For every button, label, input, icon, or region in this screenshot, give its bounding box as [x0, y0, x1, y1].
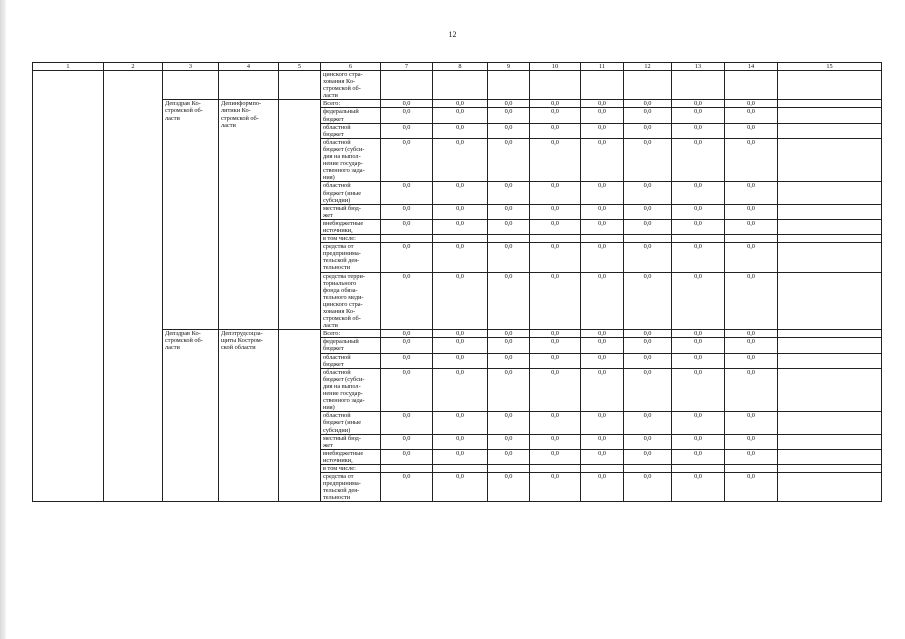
funding-source-cell: средства терри- ториального фонда обяза- тельного меди- цинского стра- хования Ко- стромской об- ласти	[321, 272, 381, 330]
col15-cell	[778, 204, 882, 219]
col15-cell	[778, 412, 882, 434]
amount-cell: 0,0	[530, 182, 581, 204]
funding-source-cell: федеральный бюджет	[321, 108, 381, 123]
amount-cell: 0,0	[581, 204, 624, 219]
amount-cell	[624, 71, 672, 100]
amount-cell	[530, 71, 581, 100]
amount-cell: 0,0	[381, 138, 433, 182]
amount-cell: 0,0	[725, 353, 778, 368]
amount-cell: 0,0	[624, 353, 672, 368]
amount-cell: 0,0	[433, 138, 488, 182]
amount-cell: 0,0	[488, 434, 530, 449]
funding-source-cell: Всего:	[321, 330, 381, 338]
col5-cell	[279, 330, 321, 502]
amount-cell: 0,0	[488, 338, 530, 353]
column-header: 11	[581, 63, 624, 71]
amount-cell: 0,0	[725, 108, 778, 123]
table-row	[33, 71, 882, 100]
amount-cell: 0,0	[381, 353, 433, 368]
amount-cell: 0,0	[433, 434, 488, 449]
amount-cell: 0,0	[581, 243, 624, 272]
amount-cell: 0,0	[530, 204, 581, 219]
amount-cell: 0,0	[624, 100, 672, 108]
amount-cell: 0,0	[581, 182, 624, 204]
amount-cell: 0,0	[725, 338, 778, 353]
amount-cell: 0,0	[433, 123, 488, 138]
amount-cell: 0,0	[624, 243, 672, 272]
col1-cell	[33, 71, 104, 502]
col5-cell	[279, 100, 321, 330]
amount-cell: 0,0	[672, 368, 725, 412]
column-header: 15	[778, 63, 882, 71]
amount-cell: 0,0	[581, 100, 624, 108]
amount-cell: 0,0	[581, 123, 624, 138]
amount-cell: 0,0	[530, 434, 581, 449]
amount-cell: 0,0	[488, 272, 530, 330]
amount-cell: 0,0	[488, 219, 530, 234]
amount-cell: 0,0	[488, 204, 530, 219]
responsible-executor-cell: Депздрав Ко- стромской об- ласти	[163, 100, 219, 330]
amount-cell: 0,0	[530, 449, 581, 464]
amount-cell: 0,0	[624, 123, 672, 138]
amount-cell: 0,0	[581, 108, 624, 123]
amount-cell: 0,0	[581, 412, 624, 434]
amount-cell: 0,0	[725, 434, 778, 449]
col15-cell	[778, 123, 882, 138]
amount-cell: 0,0	[381, 473, 433, 502]
amount-cell	[530, 235, 581, 243]
amount-cell: 0,0	[581, 434, 624, 449]
amount-cell	[488, 464, 530, 472]
amount-cell: 0,0	[581, 473, 624, 502]
amount-cell: 0,0	[488, 138, 530, 182]
amount-cell: 0,0	[624, 434, 672, 449]
column-header: 2	[104, 63, 163, 71]
amount-cell: 0,0	[381, 243, 433, 272]
column-header: 10	[530, 63, 581, 71]
amount-cell: 0,0	[488, 412, 530, 434]
amount-cell	[381, 464, 433, 472]
col15-cell	[778, 434, 882, 449]
amount-cell: 0,0	[433, 368, 488, 412]
col15-cell	[778, 219, 882, 234]
funding-source-cell: в том числе:	[321, 464, 381, 472]
funding-source-cell: областной бюджет	[321, 353, 381, 368]
responsible-executor-cell	[163, 71, 219, 100]
funding-source-cell: внебюджетные источники,	[321, 219, 381, 234]
amount-cell: 0,0	[725, 272, 778, 330]
co-executor-cell: Депинформпо- литики Ко- стромской об- ласти	[219, 100, 279, 330]
col15-cell	[778, 368, 882, 412]
amount-cell: 0,0	[488, 330, 530, 338]
funding-source-cell: средства от предпринима- тельской дея- тельности	[321, 473, 381, 502]
amount-cell: 0,0	[581, 338, 624, 353]
column-header: 7	[381, 63, 433, 71]
amount-cell: 0,0	[725, 138, 778, 182]
amount-cell	[624, 235, 672, 243]
col15-cell	[778, 449, 882, 464]
amount-cell: 0,0	[381, 182, 433, 204]
column-number-header	[33, 63, 882, 71]
amount-cell: 0,0	[725, 182, 778, 204]
amount-cell	[530, 464, 581, 472]
page-number: 12	[448, 30, 457, 39]
amount-cell: 0,0	[672, 434, 725, 449]
col15-cell	[778, 330, 882, 338]
amount-cell: 0,0	[725, 473, 778, 502]
amount-cell: 0,0	[624, 449, 672, 464]
col15-cell	[778, 182, 882, 204]
amount-cell: 0,0	[381, 368, 433, 412]
amount-cell: 0,0	[530, 138, 581, 182]
amount-cell: 0,0	[624, 272, 672, 330]
funding-source-cell: в том числе:	[321, 235, 381, 243]
funding-source-cell: цинского стра- хования Ко- стромской об- ласти	[321, 71, 381, 100]
amount-cell	[581, 464, 624, 472]
amount-cell: 0,0	[672, 219, 725, 234]
amount-cell: 0,0	[725, 204, 778, 219]
amount-cell	[725, 235, 778, 243]
amount-cell: 0,0	[530, 123, 581, 138]
amount-cell: 0,0	[672, 473, 725, 502]
amount-cell: 0,0	[433, 272, 488, 330]
amount-cell: 0,0	[581, 330, 624, 338]
amount-cell: 0,0	[488, 108, 530, 123]
amount-cell	[672, 464, 725, 472]
funding-source-cell: областной бюджет (субси- дия на выпол- нение государ- ственного зада- ния)	[321, 138, 381, 182]
amount-cell	[488, 235, 530, 243]
amount-cell: 0,0	[581, 368, 624, 412]
funding-source-cell: средства от предпринима- тельской дея- тельности	[321, 243, 381, 272]
amount-cell: 0,0	[725, 100, 778, 108]
col15-cell	[778, 353, 882, 368]
amount-cell: 0,0	[530, 412, 581, 434]
amount-cell: 0,0	[381, 449, 433, 464]
column-header: 12	[624, 63, 672, 71]
amount-cell	[433, 71, 488, 100]
amount-cell: 0,0	[381, 100, 433, 108]
amount-cell	[488, 71, 530, 100]
funding-source-cell: федеральный бюджет	[321, 338, 381, 353]
column-header: 13	[672, 63, 725, 71]
amount-cell: 0,0	[433, 473, 488, 502]
amount-cell: 0,0	[381, 434, 433, 449]
col15-cell	[778, 108, 882, 123]
amount-cell: 0,0	[488, 473, 530, 502]
amount-cell: 0,0	[433, 449, 488, 464]
amount-cell: 0,0	[725, 330, 778, 338]
column-header: 4	[219, 63, 279, 71]
amount-cell: 0,0	[624, 108, 672, 123]
amount-cell	[624, 464, 672, 472]
table-body	[33, 71, 882, 502]
amount-cell: 0,0	[530, 353, 581, 368]
amount-cell	[725, 464, 778, 472]
column-header: 8	[433, 63, 488, 71]
amount-cell: 0,0	[381, 272, 433, 330]
col15-cell	[778, 338, 882, 353]
amount-cell: 0,0	[672, 123, 725, 138]
col15-cell	[778, 138, 882, 182]
co-executor-cell	[219, 71, 279, 100]
amount-cell	[672, 71, 725, 100]
amount-cell: 0,0	[433, 219, 488, 234]
amount-cell: 0,0	[672, 338, 725, 353]
amount-cell	[381, 71, 433, 100]
amount-cell: 0,0	[672, 138, 725, 182]
amount-cell: 0,0	[530, 330, 581, 338]
col2-cell	[104, 71, 163, 502]
amount-cell: 0,0	[725, 123, 778, 138]
amount-cell: 0,0	[725, 412, 778, 434]
amount-cell: 0,0	[624, 204, 672, 219]
amount-cell: 0,0	[381, 338, 433, 353]
amount-cell	[381, 235, 433, 243]
amount-cell: 0,0	[488, 123, 530, 138]
column-header: 14	[725, 63, 778, 71]
amount-cell: 0,0	[624, 368, 672, 412]
amount-cell	[433, 464, 488, 472]
amount-cell: 0,0	[530, 243, 581, 272]
amount-cell: 0,0	[530, 368, 581, 412]
amount-cell: 0,0	[672, 330, 725, 338]
amount-cell: 0,0	[488, 353, 530, 368]
amount-cell: 0,0	[433, 182, 488, 204]
amount-cell	[725, 71, 778, 100]
co-executor-cell: Депзтрудсоцза- щиты Костром- ской области	[219, 330, 279, 502]
funding-source-cell: областной бюджет (субси- дия на выпол- нение государ- ственного зада- ния)	[321, 368, 381, 412]
amount-cell: 0,0	[381, 204, 433, 219]
column-header: 9	[488, 63, 530, 71]
col5-cell	[279, 71, 321, 100]
amount-cell: 0,0	[581, 353, 624, 368]
amount-cell: 0,0	[581, 272, 624, 330]
amount-cell: 0,0	[381, 219, 433, 234]
amount-cell	[581, 235, 624, 243]
amount-cell: 0,0	[672, 182, 725, 204]
amount-cell: 0,0	[488, 182, 530, 204]
amount-cell: 0,0	[672, 449, 725, 464]
amount-cell: 0,0	[433, 330, 488, 338]
amount-cell: 0,0	[433, 204, 488, 219]
amount-cell: 0,0	[624, 412, 672, 434]
amount-cell: 0,0	[530, 108, 581, 123]
amount-cell: 0,0	[488, 368, 530, 412]
col15-cell	[778, 464, 882, 472]
amount-cell	[672, 235, 725, 243]
amount-cell: 0,0	[672, 412, 725, 434]
funding-source-cell: Всего:	[321, 100, 381, 108]
col15-cell	[778, 235, 882, 243]
amount-cell: 0,0	[672, 204, 725, 219]
amount-cell: 0,0	[381, 108, 433, 123]
funding-source-cell: внебюджетные источники,	[321, 449, 381, 464]
amount-cell: 0,0	[624, 338, 672, 353]
amount-cell: 0,0	[624, 138, 672, 182]
amount-cell: 0,0	[672, 108, 725, 123]
amount-cell: 0,0	[433, 338, 488, 353]
funding-source-cell: местный бюд- жет	[321, 434, 381, 449]
column-header: 3	[163, 63, 219, 71]
amount-cell: 0,0	[488, 243, 530, 272]
amount-cell: 0,0	[624, 219, 672, 234]
amount-cell: 0,0	[672, 353, 725, 368]
col15-cell	[778, 71, 882, 100]
column-header: 5	[279, 63, 321, 71]
responsible-executor-cell: Депздрав Ко- стромской об- ласти	[163, 330, 219, 502]
amount-cell	[433, 235, 488, 243]
amount-cell: 0,0	[381, 123, 433, 138]
amount-cell: 0,0	[725, 449, 778, 464]
amount-cell: 0,0	[433, 353, 488, 368]
amount-cell: 0,0	[433, 243, 488, 272]
amount-cell: 0,0	[581, 219, 624, 234]
amount-cell: 0,0	[624, 473, 672, 502]
amount-cell: 0,0	[672, 272, 725, 330]
col15-cell	[778, 272, 882, 330]
budget-table	[32, 62, 882, 502]
col15-cell	[778, 243, 882, 272]
amount-cell: 0,0	[530, 219, 581, 234]
scan-edge-shadow	[0, 0, 6, 639]
amount-cell: 0,0	[672, 100, 725, 108]
amount-cell: 0,0	[381, 412, 433, 434]
funding-source-cell: областной бюджет (иные субсидии)	[321, 182, 381, 204]
amount-cell: 0,0	[725, 368, 778, 412]
amount-cell: 0,0	[433, 412, 488, 434]
amount-cell: 0,0	[433, 100, 488, 108]
column-header: 6	[321, 63, 381, 71]
amount-cell: 0,0	[488, 449, 530, 464]
amount-cell	[581, 71, 624, 100]
amount-cell: 0,0	[624, 182, 672, 204]
amount-cell: 0,0	[530, 473, 581, 502]
amount-cell: 0,0	[581, 138, 624, 182]
amount-cell: 0,0	[725, 219, 778, 234]
amount-cell: 0,0	[530, 338, 581, 353]
amount-cell: 0,0	[530, 272, 581, 330]
col15-cell	[778, 473, 882, 502]
amount-cell: 0,0	[725, 243, 778, 272]
amount-cell: 0,0	[624, 330, 672, 338]
amount-cell: 0,0	[672, 243, 725, 272]
funding-source-cell: областной бюджет (иные субсидии)	[321, 412, 381, 434]
column-header: 1	[33, 63, 104, 71]
amount-cell: 0,0	[581, 449, 624, 464]
funding-source-cell: местный бюд- жет	[321, 204, 381, 219]
amount-cell: 0,0	[488, 100, 530, 108]
amount-cell: 0,0	[530, 100, 581, 108]
amount-cell: 0,0	[433, 108, 488, 123]
amount-cell: 0,0	[381, 330, 433, 338]
funding-source-cell: областной бюджет	[321, 123, 381, 138]
col15-cell	[778, 100, 882, 108]
